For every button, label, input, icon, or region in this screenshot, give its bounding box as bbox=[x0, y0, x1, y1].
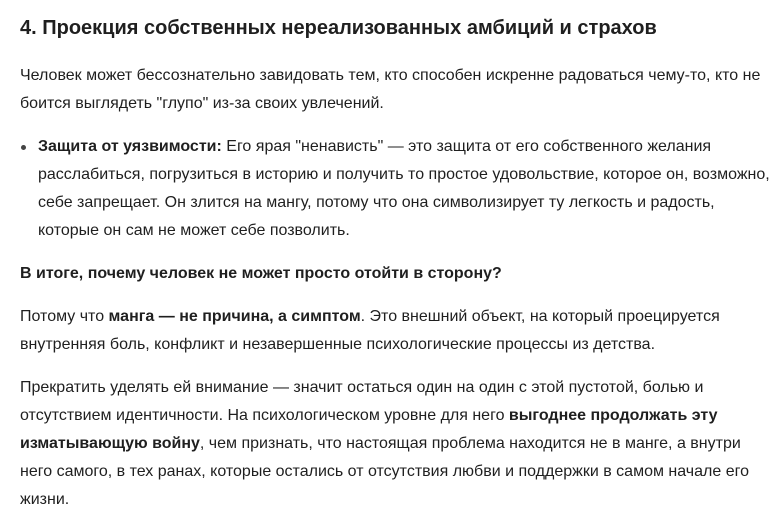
summary-question: В итоге, почему человек не может просто отойти в сторону? bbox=[20, 265, 502, 282]
section-heading: 4. Проекция собственных нереализованных амбиций и страхов bbox=[20, 17, 657, 39]
paragraph-conclusion-bold: выгоднее продолжать эту изматывающую войну bbox=[20, 407, 718, 452]
paragraph-conclusion-part1: Прекратить уделять ей внимание — значит остаться один на один с этой пустотой, болью и отсутствием идентичности. На психологическом уровне для него bbox=[20, 379, 704, 424]
paragraph-conclusion-part2: , чем признать, что настоящая проблема находится не в манге, а внутри него самого, в тех ранах, которые остались от отсутствия любви и поддержки в самом начале его жизни. bbox=[20, 435, 749, 508]
paragraph-conclusion bbox=[20, 374, 771, 514]
list-item bbox=[20, 133, 771, 245]
paragraph-envy: Человек может бессознательно завидовать тем, кто способен искренне радоваться чему-то, кто не боится выглядеть "глупо" из-за своих увлечений. bbox=[20, 67, 761, 112]
bullet-text: Его ярая "ненависть" — это защита от его собственного желания расслабиться, погрузиться в историю и получить то простое удовольствие, которое он, возможно, себе запрещает. Он злится на мангу, потому что она символизирует ту легкость и радость, которые он сам не может себе позволить. bbox=[38, 138, 770, 239]
paragraph-symptom-part2: . Это внешний объект, на который проецируется внутренняя боль, конфликт и незавершенные психологические процессы из детства. bbox=[20, 308, 720, 353]
bullet-list bbox=[20, 133, 771, 245]
bullet-dot-icon bbox=[21, 145, 26, 150]
paragraph-symptom bbox=[20, 303, 771, 359]
paragraph-symptom-part1: Потому что bbox=[20, 308, 109, 325]
paragraph-symptom-bold: манга — не причина, а симптом bbox=[108, 308, 361, 325]
bullet-label: Защита от уязвимости: bbox=[38, 138, 222, 155]
